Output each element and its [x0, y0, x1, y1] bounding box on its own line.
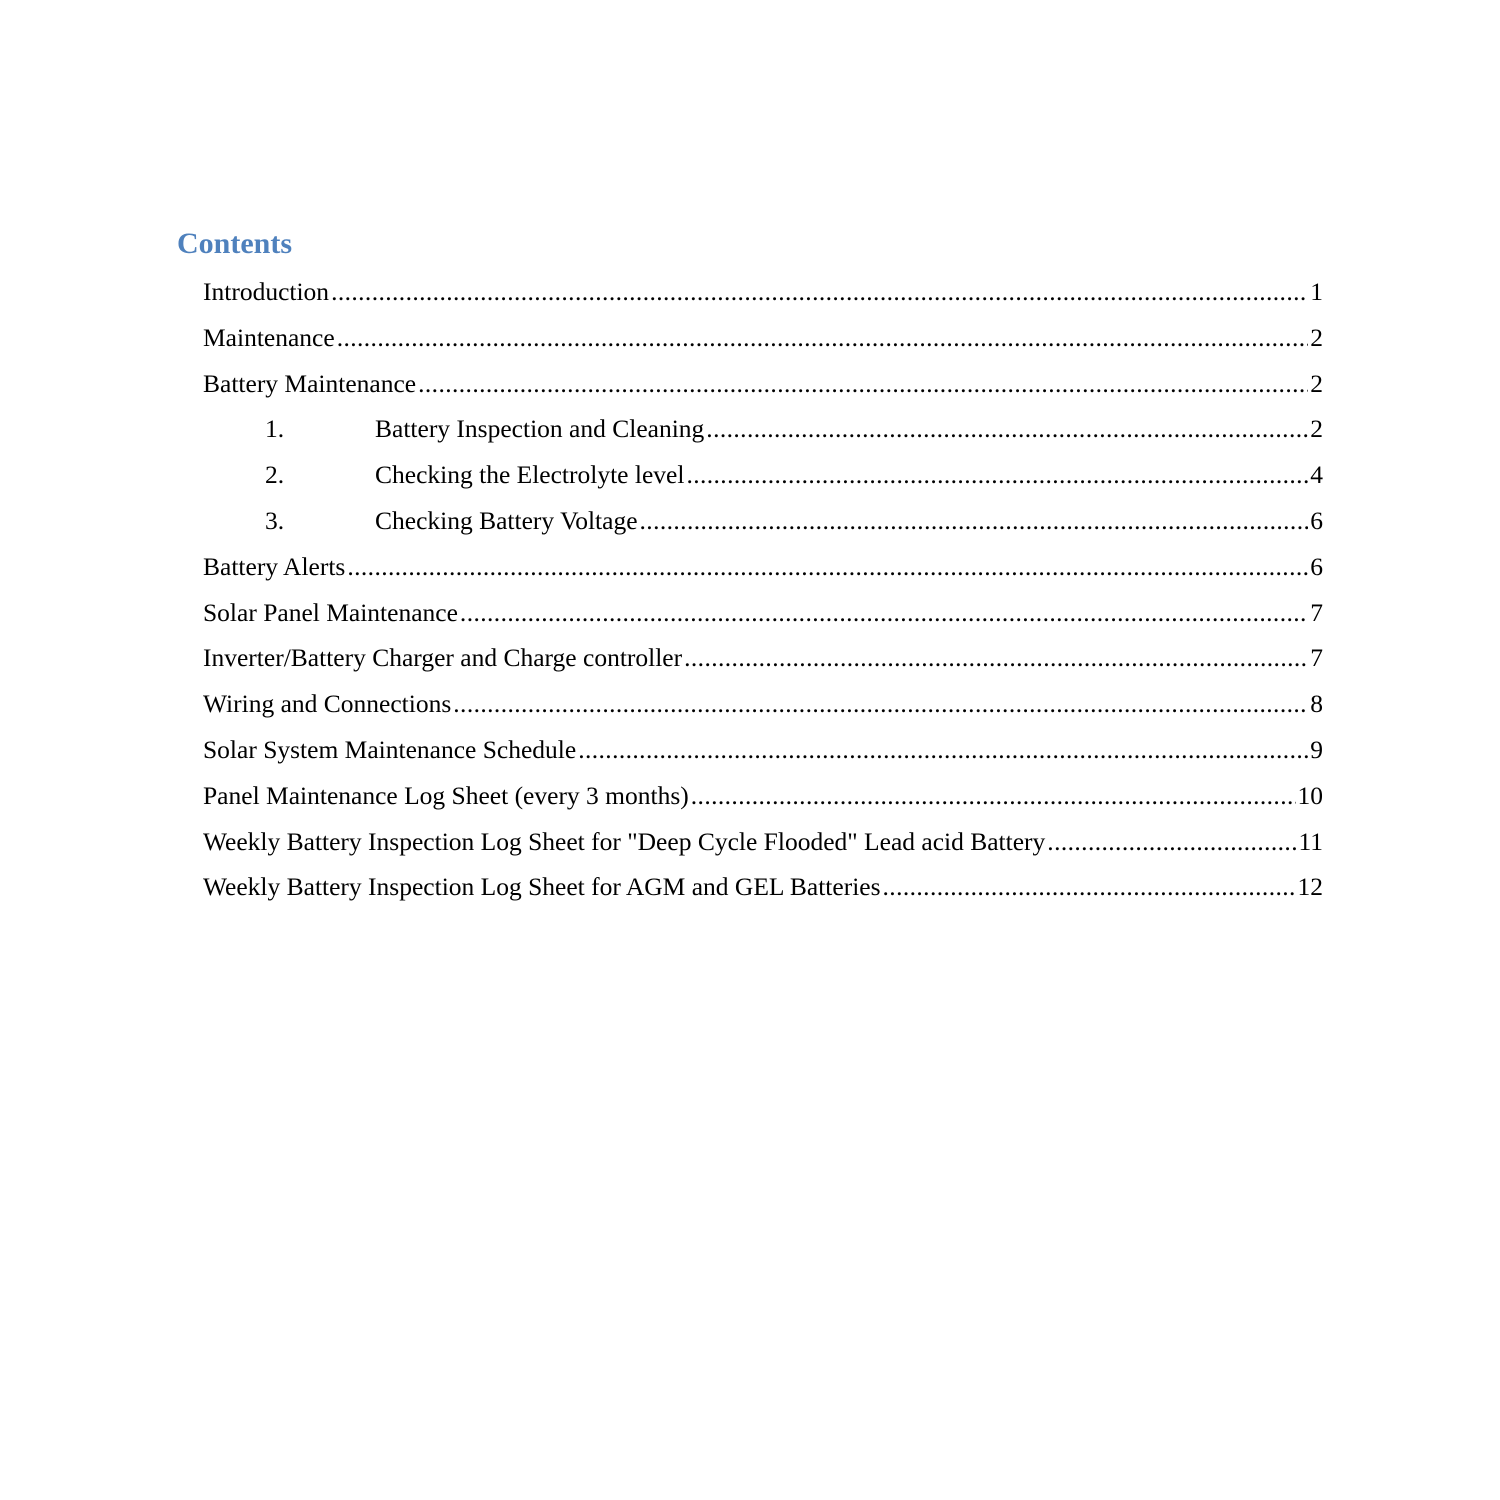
- toc-entry-number: 3.: [265, 505, 285, 535]
- toc-entry-inverter-charger[interactable]: [203, 635, 1323, 681]
- toc-entry-maintenance[interactable]: [203, 315, 1323, 361]
- toc-dot-leader: [686, 452, 1308, 498]
- toc-entry-title: Battery Maintenance: [203, 368, 417, 398]
- toc-page-number: 2: [1310, 414, 1323, 444]
- toc-page-number: 12: [1297, 872, 1323, 902]
- toc-page-number: 2: [1310, 368, 1323, 398]
- toc-page-number: 10: [1297, 780, 1323, 810]
- toc-entry-panel-log-sheet[interactable]: [203, 773, 1323, 819]
- toc-entry-flooded-battery-log-sheet[interactable]: [203, 819, 1323, 865]
- toc-page-number: 4: [1310, 460, 1323, 490]
- toc-dot-leader: [337, 315, 1309, 361]
- toc-dot-leader: [453, 681, 1308, 727]
- toc-entry-title: Solar System Maintenance Schedule: [203, 734, 577, 764]
- toc-page-number: 9: [1310, 734, 1323, 764]
- toc-dot-leader: [1047, 819, 1296, 865]
- toc-dot-leader: [418, 361, 1308, 407]
- toc-page-number: 7: [1310, 597, 1323, 627]
- toc-entry-title: Wiring and Connections: [203, 689, 452, 719]
- toc-page-number: 6: [1310, 505, 1323, 535]
- toc-entry-title: Battery Alerts: [203, 551, 346, 581]
- toc-dot-leader: [640, 498, 1309, 544]
- toc-page-number: 2: [1310, 322, 1323, 352]
- toc-entry-title: Battery Inspection and Cleaning: [375, 414, 705, 444]
- toc-page-number: 11: [1298, 826, 1323, 856]
- toc-page-number: 1: [1310, 277, 1323, 306]
- toc-entry-title: Introduction: [203, 277, 330, 306]
- toc-entry-title: Weekly Battery Inspection Log Sheet for "Deep Cycle Flooded" Lead acid Battery: [203, 826, 1046, 856]
- toc-entry-title: Panel Maintenance Log Sheet (every 3 months): [203, 780, 689, 810]
- toc-dot-leader: [331, 269, 1308, 315]
- toc-page-number: 7: [1310, 643, 1323, 673]
- toc-dot-leader: [684, 635, 1308, 681]
- toc-page-number: 6: [1310, 551, 1323, 581]
- toc-dot-leader: [691, 773, 1296, 819]
- toc-entry-title: Checking Battery Voltage: [375, 505, 638, 535]
- toc-entry-introduction[interactable]: [203, 269, 1323, 315]
- toc-entry-checking-battery-voltage[interactable]: [203, 498, 1323, 544]
- toc-entry-battery-inspection-cleaning[interactable]: [203, 406, 1323, 452]
- toc-page-number: 8: [1310, 689, 1323, 719]
- toc-entry-wiring-connections[interactable]: [203, 681, 1323, 727]
- toc-dot-leader: [347, 544, 1308, 590]
- toc-dot-leader: [706, 406, 1308, 452]
- toc-entry-battery-maintenance[interactable]: [203, 361, 1323, 407]
- toc-entry-checking-electrolyte-level[interactable]: [203, 452, 1323, 498]
- toc-entry-number: 1.: [265, 414, 285, 444]
- toc-entry-number: 2.: [265, 460, 285, 490]
- toc-entry-title: Maintenance: [203, 322, 335, 352]
- toc-entry-battery-alerts[interactable]: [203, 544, 1323, 590]
- toc-dot-leader: [460, 590, 1308, 636]
- toc-list: [203, 269, 1323, 910]
- toc-entry-title: Solar Panel Maintenance: [203, 597, 458, 627]
- toc-entry-title: Checking the Electrolyte level: [375, 460, 685, 490]
- toc-entry-maintenance-schedule[interactable]: [203, 727, 1323, 773]
- toc-entry-title: Inverter/Battery Charger and Charge controller: [203, 643, 683, 673]
- toc-dot-leader: [883, 864, 1296, 910]
- toc-entry-agm-gel-log-sheet[interactable]: [203, 864, 1323, 910]
- toc-heading: Contents: [177, 227, 293, 260]
- toc-entry-title: Weekly Battery Inspection Log Sheet for AGM and GEL Batteries: [203, 872, 881, 902]
- toc-dot-leader: [578, 727, 1308, 773]
- toc-entry-solar-panel-maintenance[interactable]: [203, 590, 1323, 636]
